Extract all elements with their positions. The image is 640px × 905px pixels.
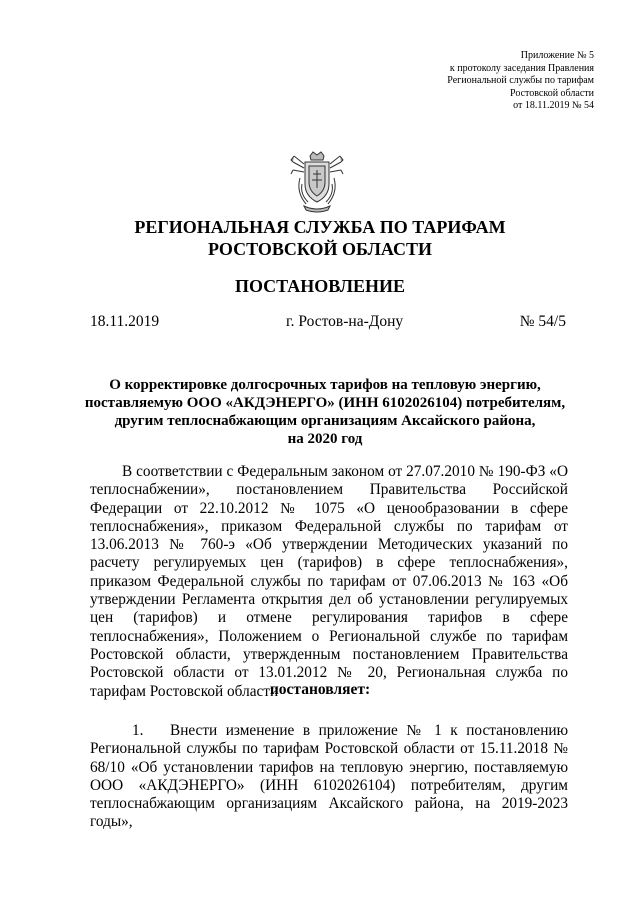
document-meta [90, 312, 566, 332]
preamble-paragraph: В соответствии с Федеральным законом от 27.07.2010 № 190-ФЗ «О теплоснабжении», постановлением Правительства Российской Федерации от 22.10.2012 № 1075 «О ценообразовании в сфере теплоснабжения», приказом Федеральной службы по тарифам от 13.06.2013 № 760-э «Об утверждении Методических указаний по расчету регулируемых цен (тарифов) в сфере теплоснабжения», приказом Федеральной службы по тарифам от 07.06.2013 № 163 «Об утверждении Регламента открытия дел об установлении регулируемых цен (тарифов) и отмене регулирования тарифов в сфере теплоснабжения», Положением о Региональной службе по тарифам Ростовской области, утвержденным постановлением Правительства Ростовской области от 13.01.2012 № 20, Региональная служба по тарифам Ростовской области [90, 463, 568, 700]
item-number: 1. [132, 722, 144, 739]
resolves-heading: постановляет: [269, 681, 371, 698]
appendix-line: Приложение № 5 [520, 50, 594, 61]
organization-name [0, 216, 640, 260]
document-type: ПОСТАНОВЛЕНИЕ [234, 276, 406, 296]
document-subject [80, 376, 570, 448]
subject-line: другим теплоснабжающим организациям Аксайского района, [114, 413, 536, 429]
appendix-line: от 18.11.2019 № 54 [513, 100, 594, 111]
item-paragraph [90, 722, 568, 832]
subject-line: О корректировке долгосрочных тарифов на тепловую энергию, [109, 377, 541, 393]
document-city: г. Ростов-на-Дону [286, 313, 404, 330]
subject-line: на 2020 год [287, 431, 363, 447]
document-number: № 54/5 [519, 313, 566, 330]
appendix-line: Региональной службы по тарифам [447, 75, 594, 86]
coat-of-arms-icon [290, 150, 344, 214]
organization-line: РЕГИОНАЛЬНАЯ СЛУЖБА ПО ТАРИФАМ [134, 217, 506, 237]
organization-line: РОСТОВСКОЙ ОБЛАСТИ [208, 239, 432, 259]
item-text: Внести изменение в приложение № 1 к постановлению Региональной службы по тарифам Ростовской области от 15.11.2018 № 68/10 «Об установлении тарифов на тепловую энергию, поставляемую ООО «АКДЭНЕРГО» (ИНН 6102026104) потребителям, другим теплоснабжающим организациям Аксайского района, на 2019-2023 годы», [90, 722, 568, 831]
document-date: 18.11.2019 [90, 313, 160, 330]
appendix-line: к протоколу заседания Правления [449, 62, 594, 74]
appendix-line: Ростовской области [510, 87, 594, 99]
appendix-note [334, 50, 594, 113]
subject-line: поставляемую ООО «АКДЭНЕРГО» (ИНН 6102026104) потребителям, [84, 395, 566, 411]
